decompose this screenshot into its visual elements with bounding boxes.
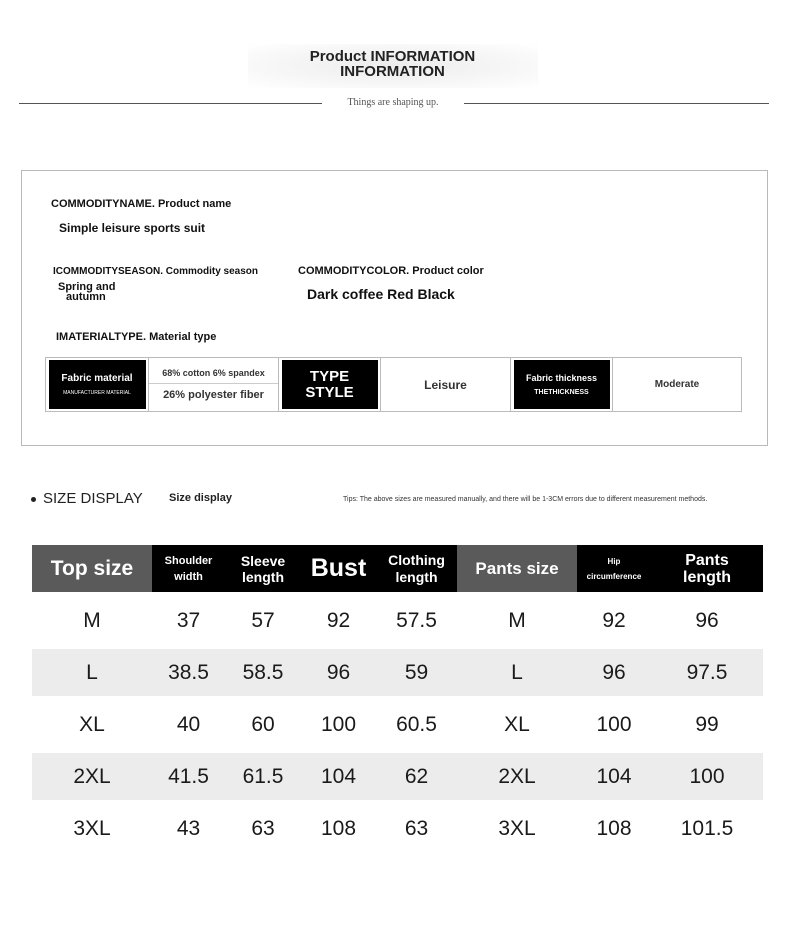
cell-hip-circumference: 108 bbox=[596, 816, 632, 840]
page-title-line2: INFORMATION bbox=[340, 63, 445, 80]
cell-pants-length: 96 bbox=[695, 608, 719, 632]
cell-hip-circumference: 96 bbox=[602, 660, 626, 684]
cell-shoulder-width: 40 bbox=[176, 712, 201, 736]
thickness-sublabel: THETHICKNESS bbox=[534, 389, 589, 396]
cell-pants-length: 101.5 bbox=[680, 816, 734, 840]
product-name-value: Simple leisure sports suit bbox=[59, 221, 206, 235]
cell-bust: 92 bbox=[326, 608, 351, 632]
fabric-material-cell bbox=[46, 358, 149, 411]
season-label: ICOMMODITYSEASON. Commodity season bbox=[53, 266, 259, 277]
table-row bbox=[32, 701, 763, 748]
fabric-composition-line1: 68% cotton 6% spandex bbox=[149, 368, 278, 384]
cell-bust: 100 bbox=[320, 712, 357, 736]
cell-clothing-length: 62 bbox=[404, 764, 429, 788]
color-label: COMMODITYCOLOR. Product color bbox=[298, 265, 484, 277]
type-style-line2: STYLE bbox=[305, 383, 354, 401]
cell-top-size: 2XL bbox=[73, 764, 111, 788]
cell-pants-size: 3XL bbox=[498, 816, 536, 840]
header-divider-left bbox=[19, 103, 322, 104]
header-divider-right bbox=[464, 103, 769, 104]
fabric-composition-cell bbox=[149, 358, 279, 411]
cell-pants-length: 99 bbox=[695, 712, 719, 736]
cell-hip-circumference: 100 bbox=[596, 712, 632, 736]
page-title bbox=[270, 49, 515, 79]
attributes-row bbox=[45, 357, 742, 412]
cell-bust: 104 bbox=[320, 764, 357, 788]
header-shoulder-width: Shoulder width bbox=[152, 545, 225, 592]
cell-clothing-length: 63 bbox=[404, 816, 429, 840]
type-value-cell bbox=[381, 358, 511, 411]
cell-bust: 108 bbox=[320, 816, 357, 840]
header-sleeve-length: Sleeve length bbox=[225, 545, 301, 592]
thickness-cell bbox=[511, 358, 613, 411]
type-value: Leisure bbox=[424, 377, 467, 392]
table-row bbox=[32, 597, 763, 644]
header-bust: Bust bbox=[301, 545, 376, 592]
thickness-label-block bbox=[514, 360, 610, 409]
cell-pants-length: 100 bbox=[689, 764, 725, 788]
fabric-composition-line2: 26% polyester fiber bbox=[163, 389, 264, 401]
material-label: IMATERIALTYPE. Material type bbox=[56, 331, 217, 343]
cell-pants-size: 2XL bbox=[498, 764, 536, 788]
header-pants-length: Pants length bbox=[651, 545, 763, 592]
page-title-line1: Product INFORMATION bbox=[309, 48, 476, 65]
header-clothing-length: Clothing length bbox=[376, 545, 457, 592]
cell-pants-size: L bbox=[511, 660, 523, 684]
table-row bbox=[32, 805, 763, 852]
bullet-icon bbox=[31, 497, 36, 502]
thickness-value-cell bbox=[613, 358, 741, 411]
size-table-header bbox=[32, 545, 763, 592]
cell-sleeve-length: 58.5 bbox=[242, 660, 284, 684]
cell-shoulder-width: 38.5 bbox=[168, 660, 209, 684]
cell-hip-circumference: 92 bbox=[602, 608, 626, 632]
cell-shoulder-width: 41.5 bbox=[168, 764, 209, 788]
cell-clothing-length: 60.5 bbox=[396, 712, 437, 736]
cell-bust: 96 bbox=[326, 660, 351, 684]
fabric-material-sublabel: MANUFACTURER MATERIAL bbox=[63, 390, 131, 396]
cell-shoulder-width: 37 bbox=[176, 608, 201, 632]
cell-top-size: M bbox=[83, 608, 101, 632]
header-top-size: Top size bbox=[32, 545, 152, 592]
cell-hip-circumference: 104 bbox=[596, 764, 632, 788]
size-tip: Tips: The above sizes are measured manually, and there will be 1-3CM errors due to different measurement methods. bbox=[343, 496, 708, 503]
cell-shoulder-width: 43 bbox=[176, 816, 201, 840]
cell-top-size: XL bbox=[79, 712, 105, 736]
cell-clothing-length: 57.5 bbox=[396, 608, 437, 632]
size-display-title: SIZE DISPLAY bbox=[43, 490, 143, 507]
fabric-material-label-block bbox=[49, 360, 146, 409]
size-display-subtitle: Size display bbox=[169, 492, 232, 504]
cell-clothing-length: 59 bbox=[404, 660, 429, 684]
thickness-value: Moderate bbox=[654, 379, 700, 390]
cell-sleeve-length: 57 bbox=[251, 608, 275, 632]
color-value: Dark coffee Red Black bbox=[307, 286, 455, 302]
season-value-line1: Spring and bbox=[58, 281, 116, 293]
table-row bbox=[32, 649, 763, 696]
table-row bbox=[32, 753, 763, 800]
header-pants-size: Pants size bbox=[457, 545, 577, 592]
type-style-cell bbox=[279, 358, 381, 411]
fabric-material-label: Fabric material bbox=[61, 373, 133, 384]
cell-pants-length: 97.5 bbox=[686, 660, 728, 684]
product-name-label: COMMODITYNAME. Product name bbox=[51, 198, 232, 210]
season-value bbox=[58, 282, 115, 302]
size-table bbox=[32, 545, 763, 852]
cell-sleeve-length: 63 bbox=[251, 816, 275, 840]
page-subtitle: Things are shaping up. bbox=[347, 97, 439, 108]
size-table-body bbox=[32, 597, 763, 852]
type-style-label-block bbox=[282, 360, 378, 409]
cell-sleeve-length: 61.5 bbox=[242, 764, 284, 788]
cell-pants-size: XL bbox=[504, 712, 530, 736]
type-style-line1: TYPE bbox=[309, 367, 350, 385]
header-hip-circumference: Hip circumference bbox=[577, 545, 651, 592]
cell-top-size: L bbox=[86, 660, 98, 684]
cell-top-size: 3XL bbox=[73, 816, 111, 840]
season-value-line2: autumn bbox=[66, 291, 106, 303]
cell-sleeve-length: 60 bbox=[251, 712, 275, 736]
cell-pants-size: M bbox=[508, 608, 526, 632]
thickness-label: Fabric thickness bbox=[525, 373, 598, 383]
